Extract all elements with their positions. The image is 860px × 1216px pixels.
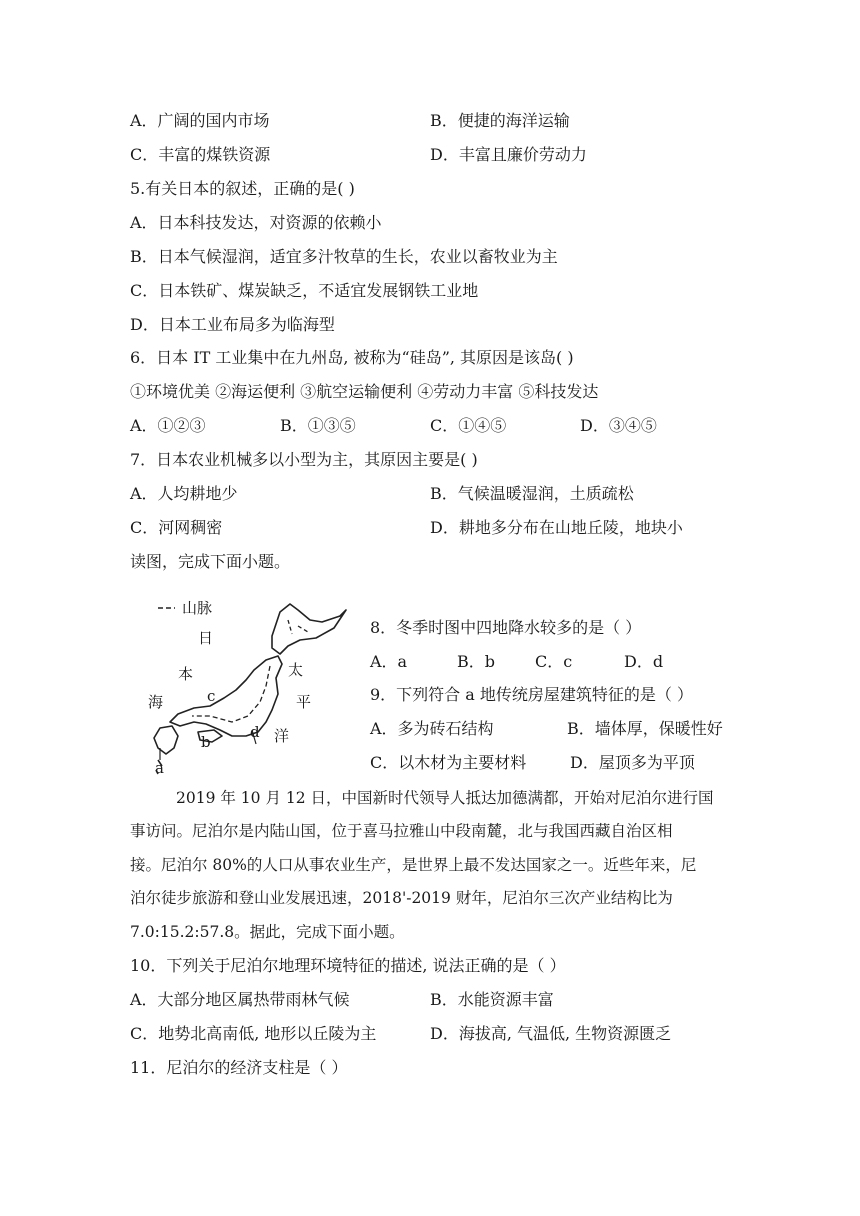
q7-stem: 7．日本农业机械多以小型为主，其原因主要是( ) <box>130 450 478 469</box>
kyushu-outline <box>154 726 178 754</box>
legend-label: 山脉 <box>182 599 213 617</box>
q7-option-a: A．人均耕地少 <box>130 484 238 503</box>
point-d-label: d <box>250 723 260 741</box>
q8-stem: 8．冬季时图中四地降水较多的是（ ） <box>370 618 642 637</box>
q7-option-b: B．气候温暖湿润，土质疏松 <box>430 484 634 503</box>
q9-option-c: C．以木材为主要材料 <box>370 753 527 772</box>
point-a-label: a <box>155 759 164 777</box>
q9-option-b: B．墙体厚，保暖性好 <box>567 719 723 738</box>
passage-line-3: 接。尼泊尔 80%的人口从事农业生产，是世界上最不发达国家之一。近些年来，尼 <box>130 856 697 874</box>
q10-option-c: C．地势北高南低, 地形以丘陵为主 <box>130 1024 377 1043</box>
japan-map-drawing <box>140 598 355 778</box>
q4-option-d: D．丰富且廉价劳动力 <box>430 145 587 164</box>
q9-stem: 9．下列符合 a 地传统房屋建筑特征的是（ ） <box>370 685 693 704</box>
ocean-label-yang: 洋 <box>274 727 290 745</box>
q5-option-c: C．日本铁矿、煤炭缺乏，不适宜发展钢铁工业地 <box>130 281 479 300</box>
passage-line-1: 2019 年 10 月 12 日，中国新时代领导人抵达加德满都，开始对尼泊尔进行国 <box>176 789 714 807</box>
q5-option-d: D．日本工业布局多为临海型 <box>130 315 335 334</box>
point-b-label: b <box>201 733 211 751</box>
q5-stem: 5.有关日本的叙述，正确的是( ) <box>130 179 355 198</box>
q4-option-c: C．丰富的煤铁资源 <box>130 145 271 164</box>
map-intro: 读图，完成下面小题。 <box>130 552 291 571</box>
q8-option-c: C．c <box>535 652 573 671</box>
japan-map <box>140 598 355 778</box>
q5-option-a: A．日本科技发达，对资源的依赖小 <box>130 213 382 232</box>
mountain-range-hokkaido <box>288 620 308 634</box>
passage-line-5: 7.0:15.2:57.8。据此，完成下面小题。 <box>130 923 405 941</box>
ocean-label-tai: 太 <box>288 661 304 679</box>
q8-option-b: B．b <box>457 652 496 671</box>
sea-label-ri: 日 <box>198 629 214 647</box>
q6-option-c: C．①④⑤ <box>430 416 507 435</box>
q9-option-d: D．屋顶多为平顶 <box>570 753 695 772</box>
sea-label-hai: 海 <box>148 693 164 711</box>
q10-option-a: A．大部分地区属热带雨林气候 <box>130 990 350 1009</box>
q6-option-b: B．①③⑤ <box>280 416 356 435</box>
q6-option-a: A．①②③ <box>130 416 206 435</box>
sea-label-ben: 本 <box>178 665 194 683</box>
hokkaido-outline <box>272 604 346 654</box>
q4-option-b: B．便捷的海洋运输 <box>430 111 570 130</box>
q8-option-d: D．d <box>624 652 664 671</box>
point-c-label: c <box>207 687 216 705</box>
q8-option-a: A．a <box>370 652 408 671</box>
q4-option-a: A．广阔的国内市场 <box>130 111 270 130</box>
passage-line-4: 泊尔徒步旅游和登山业发展迅速，2018'-2019 财年，尼泊尔三次产业结构比为 <box>130 889 673 907</box>
passage-line-2: 事访问。尼泊尔是内陆山国，位于喜马拉雅山中段南麓，北与我国西藏自治区相 <box>130 822 673 840</box>
q5-option-b: B．日本气候湿润，适宜多汁牧草的生长，农业以畜牧业为主 <box>130 247 558 266</box>
q6-option-d: D．③④⑤ <box>580 416 657 435</box>
q10-option-d: D．海拔高, 气温低, 生物资源匮乏 <box>430 1024 672 1043</box>
q7-option-d: D．耕地多分布在山地丘陵，地块小 <box>430 518 683 537</box>
q10-option-b: B．水能资源丰富 <box>430 990 554 1009</box>
q9-option-a: A．多为砖石结构 <box>370 719 494 738</box>
q10-stem: 10．下列关于尼泊尔地理环境特征的描述, 说法正确的是（ ） <box>130 956 566 975</box>
q7-option-c: C．河网稠密 <box>130 518 223 537</box>
q6-items: ①环境优美 ②海运便利 ③航空运输便利 ④劳动力丰富 ⑤科技发达 <box>130 382 599 401</box>
q6-stem: 6．日本 IT 工业集中在九州岛, 被称为“硅岛”, 其原因是该岛( ) <box>130 348 574 367</box>
q11-stem: 11．尼泊尔的经济支柱是（ ） <box>130 1058 348 1077</box>
ocean-label-ping: 平 <box>296 693 312 711</box>
